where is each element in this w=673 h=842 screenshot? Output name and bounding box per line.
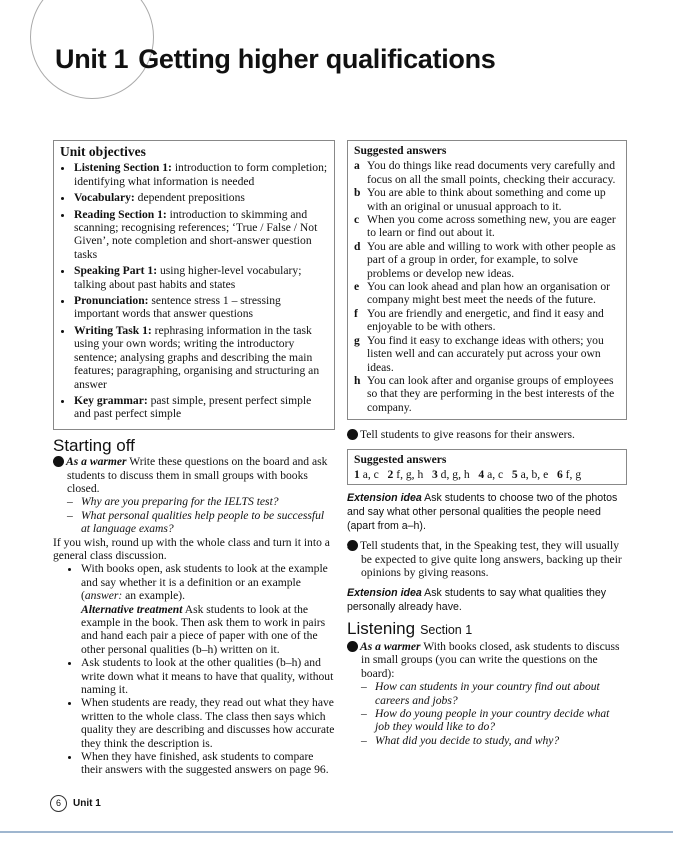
- objective-item: • Speaking Part 1: using higher-level vocabulary; talking about past habits and states: [74, 264, 328, 291]
- page-title: [55, 44, 496, 75]
- objective-item: • Listening Section 1: introduction to form completion; identifying what information is needed: [74, 161, 328, 188]
- objectives-heading: Unit objectives: [60, 144, 146, 159]
- bottom-rule: [0, 831, 673, 833]
- unit-title: Getting higher qualifications: [138, 44, 496, 74]
- step-number-icon: 1: [347, 641, 358, 652]
- step-2: 2 Tell students to give reasons for their answers.: [343, 428, 575, 442]
- starting-off-step-1: 1 As a warmer Write these questions on the board and ask students to discuss them in small groups with books closed.: [49, 455, 328, 495]
- answer-row: d You are able and willing to work with other people as part of a group in order, for example, to solve problems or develop new ideas.: [354, 239, 616, 280]
- step-3: 3 Tell students that, in the Speaking test, they will usually be expected to give quite long answers, backing up their opinions by giving reasons.: [343, 539, 622, 580]
- listening-step-1: 1 As a warmer With books closed, ask students to discuss in small groups (you can write the questions on the board):: [343, 639, 620, 680]
- page-number: 6: [50, 795, 67, 812]
- starting-off-bullets: [53, 562, 335, 777]
- unit-label: Unit 1: [55, 44, 129, 74]
- objective-item: • Pronunciation: sentence stress 1 – stressing important words that answer questions: [74, 294, 328, 321]
- answer-row: f You are friendly and energetic, and find it easy and enjoyable to be with others.: [354, 306, 604, 334]
- answer-pairs: 1 a, c 2 f, g, h 3 d, g, h 4 a, c 5 a, b, e 6 f, g: [354, 467, 582, 481]
- answer-row: b You are able to think about something and come up with an original or unusual approach to it.: [354, 186, 606, 213]
- suggested-answers-title: Suggested answers: [354, 144, 447, 157]
- listening-heading: Listening Section 1: [347, 618, 473, 638]
- answer-row: e You can look ahead and plan how an organisation or company might best meet the needs of the future.: [354, 280, 610, 307]
- objective-item: • Vocabulary: dependent prepositions: [74, 191, 328, 204]
- bullet-item: • Ask students to look at the other qualities (b–h) and write down what it means to have that quality, without naming it.: [81, 656, 335, 696]
- left-column: [49, 140, 335, 777]
- suggested-answers-box: [347, 140, 627, 420]
- footer-unit: Unit 1: [73, 798, 101, 809]
- bullet-item: • When they have finished, ask students to compare their answers with the suggested answers on page 96.: [81, 750, 335, 777]
- objectives-list: [60, 161, 328, 420]
- answer-row: h You can look after and organise groups of employees so that they are performing in the best interests of the company.: [354, 373, 615, 414]
- suggested-answers-box-2: [347, 449, 627, 486]
- extension-idea-1: Extension idea Ask students to choose two of the photos and say what other personal qualities the people need (apart from a–h).: [347, 492, 618, 533]
- question-item: – How do young people in your country decide what job they would like to do?: [361, 707, 610, 734]
- bullet-item: • With books open, ask students to look at the example and say whether it is a definition or an example (answer: an example). Alternative treatment Ask students to look at the example in the book. Then ask them to work in pairs and hand each pair a piece of paper with one of the other personal qualities (b–h) written on it.: [81, 562, 335, 656]
- question-item: – What personal qualities help people to be successful at language exams?: [67, 508, 325, 536]
- step-number-icon: 1: [53, 456, 64, 467]
- listening-section-label: Section 1: [420, 622, 473, 637]
- answer-row: c When you come across something new, you are eager to learn or find out about it.: [354, 213, 616, 240]
- unit-objectives-box: [53, 140, 335, 430]
- question-item: – What did you decide to study, and why?: [361, 733, 560, 747]
- step-number-icon: 2: [347, 429, 358, 440]
- objective-item: • Reading Section 1: introduction to skimming and scanning; recognising references; ‘True / False / Not Given’, note completion and short-answer question tasks: [74, 208, 328, 262]
- suggested-answers-title: Suggested answers: [354, 452, 447, 466]
- answer-row: g You find it easy to exchange ideas with others; you listen well and can accurately put across your own ideas.: [354, 333, 604, 374]
- right-column: [343, 140, 627, 747]
- question-item: – Why are you preparing for the IELTS test?: [67, 495, 279, 509]
- step-number-icon: 3: [347, 540, 358, 551]
- objective-item: • Writing Task 1: rephrasing information in the task using your own words; writing the introductory sentence; analysing graphs and describing the main features; paragraphing, organising and structuring an answer: [74, 324, 328, 391]
- page-footer: [50, 795, 101, 812]
- starting-off-heading: Starting off: [53, 435, 135, 455]
- objective-item: • Key grammar: past simple, present perfect simple and past perfect simple: [74, 394, 328, 421]
- bullet-item: • When students are ready, they read out what they have written to the whole class. The class then says which quality they are describing and discusses how accurate they think the description is.: [81, 696, 335, 750]
- round-up-text: If you wish, round up with the whole class and turn it into a general class discussion.: [53, 535, 330, 562]
- answer-row: a You do things like read documents very carefully and focus on all the small points, checking their accuracy.: [354, 159, 616, 186]
- question-item: – How can students in your country find out about careers and jobs?: [361, 680, 600, 707]
- extension-idea-2: Extension idea Ask students to say what qualities they personally already have.: [347, 586, 607, 613]
